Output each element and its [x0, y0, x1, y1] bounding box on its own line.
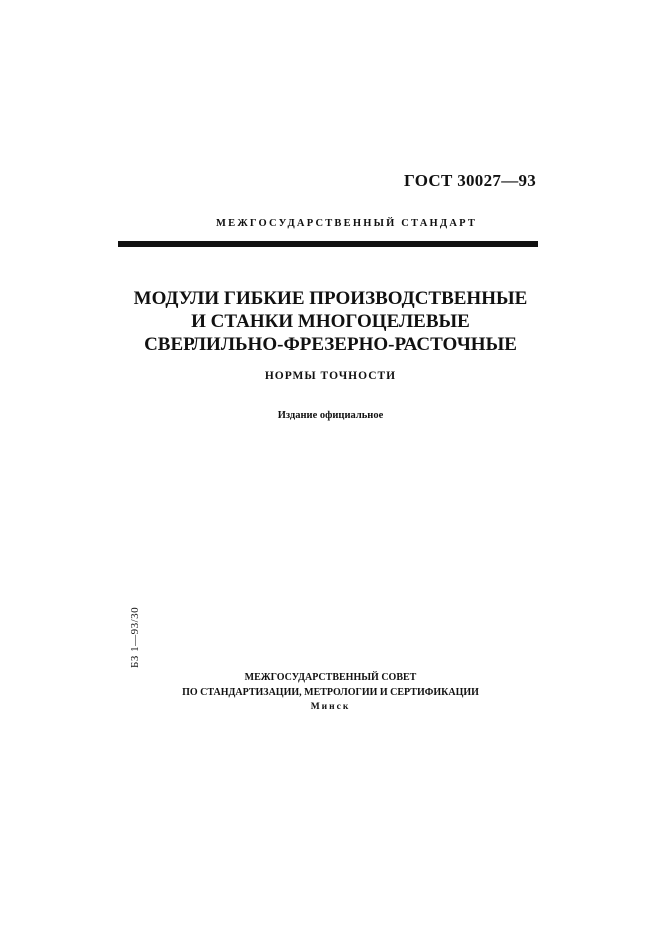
title-line: МОДУЛИ ГИБКИЕ ПРОИЗВОДСТВЕННЫЕ [133, 288, 528, 309]
standard-type-heading: МЕЖГОСУДАРСТВЕННЫЙ СТАНДАРТ [216, 218, 478, 229]
publisher-line: ПО СТАНДАРТИЗАЦИИ, МЕТРОЛОГИИ И СЕРТИФИКАЦИИ [182, 687, 479, 698]
publisher-line: МЕЖГОСУДАРСТВЕННЫЙ СОВЕТ [244, 672, 417, 683]
side-registration-code: БЗ 1—93/30 [129, 606, 141, 668]
document-title [100, 287, 561, 356]
publisher-city: Минск [310, 702, 351, 712]
heading-divider [118, 241, 538, 247]
title-line: И СТАНКИ МНОГОЦЕЛЕВЫЕ [191, 311, 470, 332]
edition-note: Издание официальное [277, 410, 384, 421]
title-line: СВЕРЛИЛЬНО-ФРЕЗЕРНО-РАСТОЧНЫЕ [144, 334, 517, 355]
gost-number: ГОСТ 30027—93 [404, 171, 537, 190]
publisher-block [100, 670, 561, 715]
document-subtitle: НОРМЫ ТОЧНОСТИ [264, 370, 397, 382]
